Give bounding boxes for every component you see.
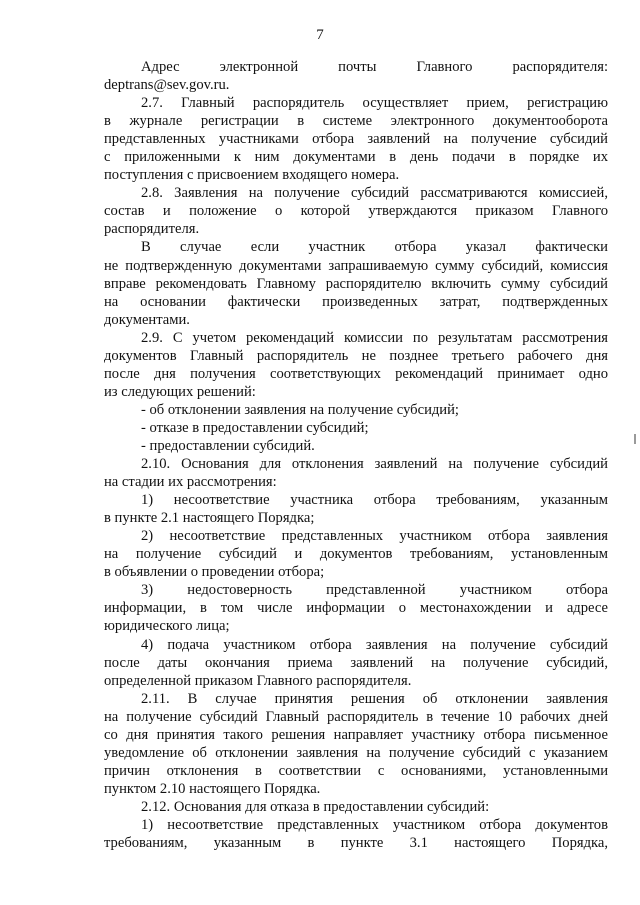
text-line: 3) недостоверность представленной участником отбора — [141, 582, 608, 599]
text-line: представленных участниками отбора заявлений на получение субсидий — [104, 131, 608, 148]
text-line: уведомление об отклонении заявления на получение субсидий с указанием — [104, 744, 608, 761]
text-line: вправе рекомендовать Главному распорядителю включить сумму субсидий — [104, 275, 608, 292]
text-line: 2.12. Основания для отказа в предоставлении субсидий: — [141, 798, 490, 815]
text-line: состав и положение о которой утверждаются приказом Главного — [104, 203, 608, 220]
text-line: в пункте 2.1 настоящего Порядка; — [104, 510, 315, 527]
text-line: 2.10. Основания для отклонения заявлений на получение субсидий — [141, 456, 608, 473]
text-line: из следующих решений: — [104, 383, 256, 400]
text-line: на основании фактически произведенных затрат, подтвержденных — [104, 293, 608, 310]
text-line: - об отклонении заявления на получение субсидий; — [141, 401, 459, 418]
text-line: на получение субсидий и документов требованиям, установленным — [104, 546, 608, 563]
text-line: 2.7. Главный распорядитель осуществляет прием, регистрацию — [141, 95, 608, 112]
text-line: пунктом 2.10 настоящего Порядка. — [104, 780, 321, 797]
text-line: документами. — [104, 311, 190, 328]
text-line: после даты окончания приема заявлений на получение субсидий, — [104, 654, 608, 671]
text-line: не подтвержденную документами запрашиваемую сумму субсидий, комиссия — [104, 257, 608, 274]
text-line: на получение субсидий Главный распорядитель в течение 10 рабочих дней — [104, 708, 608, 725]
text-line: после дня получения соответствующих рекомендаций принимает одно — [104, 365, 608, 382]
text-line: информации, в том числе информации о местонахождении и адресе — [104, 600, 608, 617]
text-line: поступления с присвоением входящего номера. — [104, 167, 400, 184]
text-line: В случае если участник отбора указал фактически — [141, 239, 608, 256]
text-line: - отказе в предоставлении субсидий; — [141, 419, 369, 436]
text-line: требованиям, указанным в пункте 3.1 настоящего Порядка, — [104, 835, 608, 852]
page-number: 7 — [316, 27, 324, 43]
text-line: в объявлении о проведении отбора; — [104, 564, 325, 581]
text-line: 1) несоответствие участника отбора требованиям, указанным — [141, 492, 608, 509]
text-line: определенной приказом Главного распорядителя. — [104, 672, 412, 689]
text-line: 2.9. С учетом рекомендаций комиссии по результатам рассмотрения — [141, 329, 608, 346]
text-line: с приложенными к ним документами в день подачи в порядке их — [104, 149, 608, 166]
text-line: 2.8. Заявления на получение субсидий рассматриваются комиссией, — [141, 185, 608, 202]
text-line: 2) несоответствие представленных участником отбора заявления — [141, 528, 608, 545]
text-line: причин отклонения в соответствии с основаниями, установленными — [104, 762, 608, 779]
text-line: юридического лица; — [104, 618, 230, 635]
text-line: 1) несоответствие представленных участником отбора документов — [141, 816, 608, 833]
text-line: 4) подача участником отбора заявления на получение субсидий — [141, 636, 608, 653]
text-line: Адрес электронной почты Главного распорядителя: — [141, 59, 608, 75]
text-line: в журнале регистрации в системе электронного документооборота — [104, 113, 608, 130]
text-line: 2.11. В случае принятия решения об отклонении заявления — [141, 690, 608, 707]
scan-edge-mark — [634, 434, 636, 444]
text-line: на стадии их рассмотрения: — [104, 474, 277, 491]
document-body — [104, 58, 608, 852]
text-line: документов Главный распорядитель не позднее третьего рабочего дня — [104, 347, 608, 364]
text-line: - предоставлении субсидий. — [141, 437, 315, 454]
text-line: распорядителя. — [104, 221, 200, 238]
text-line: со дня принятия такого решения направляет участнику отбора письменное — [104, 726, 608, 743]
text-line: deptrans@sev.gov.ru. — [104, 77, 230, 94]
